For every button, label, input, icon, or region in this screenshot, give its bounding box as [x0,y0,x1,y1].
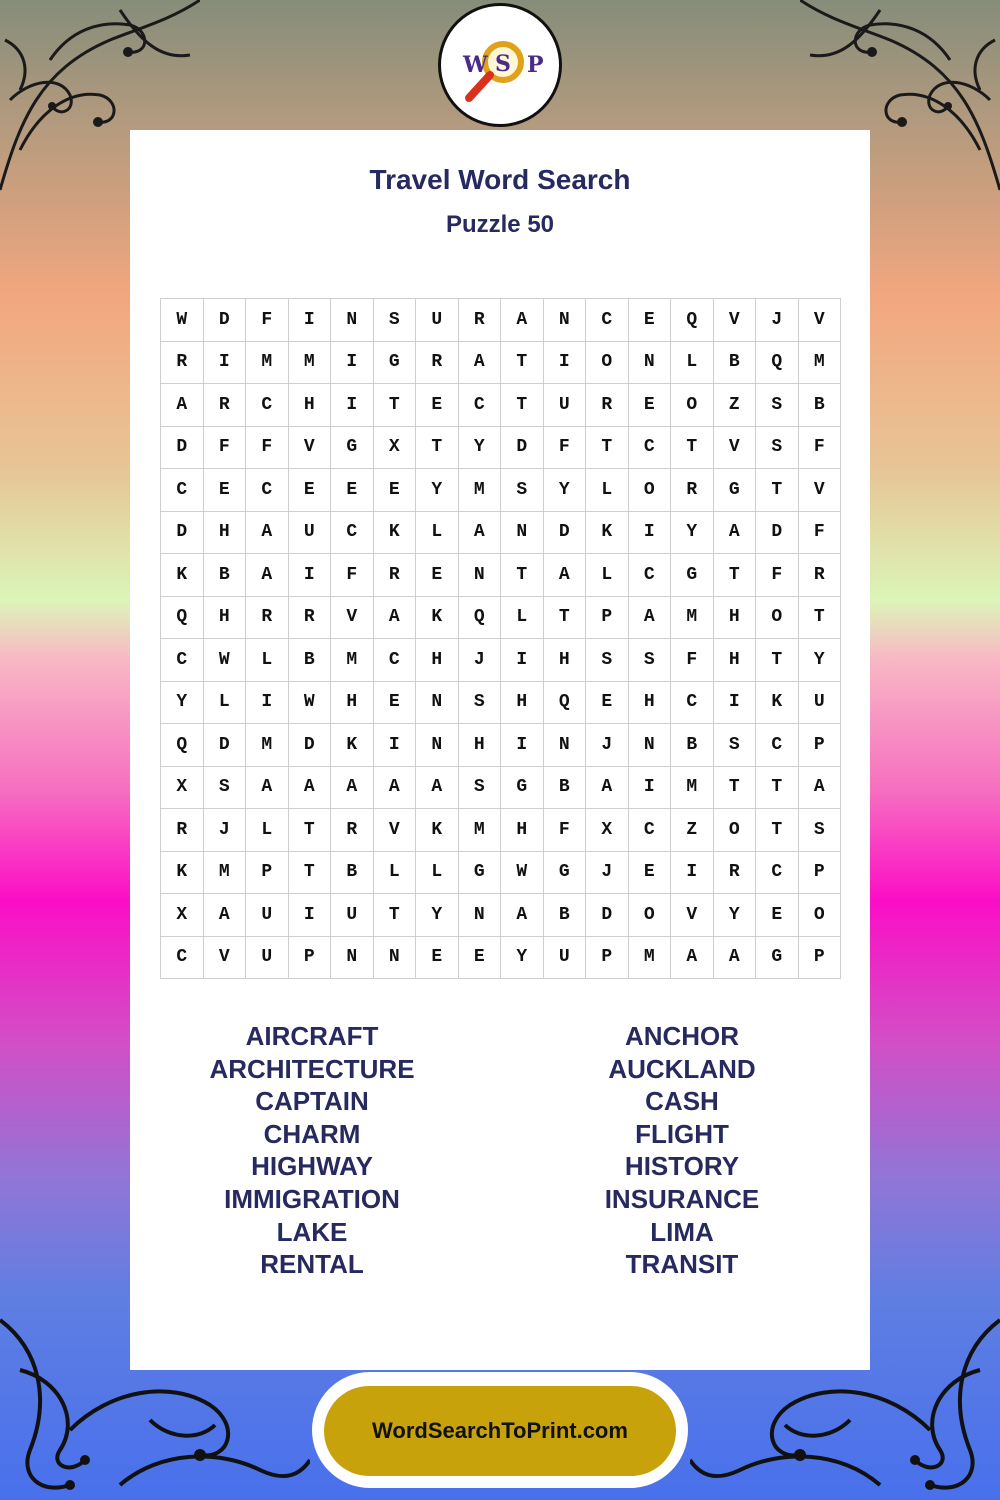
grid-cell[interactable]: R [586,384,629,427]
grid-cell[interactable]: O [671,384,714,427]
grid-cell[interactable]: B [289,639,332,682]
grid-cell[interactable]: Y [416,469,459,512]
grid-cell[interactable]: M [331,639,374,682]
grid-cell[interactable]: I [204,342,247,385]
grid-cell[interactable]: A [501,894,544,937]
grid-cell[interactable]: V [374,809,417,852]
grid-cell[interactable]: T [374,384,417,427]
grid-cell[interactable]: A [204,894,247,937]
grid-cell[interactable]: E [416,384,459,427]
grid-cell[interactable]: H [331,682,374,725]
grid-cell[interactable]: T [756,469,799,512]
grid-cell[interactable]: L [586,469,629,512]
grid-cell[interactable]: T [756,767,799,810]
grid-cell[interactable]: M [671,597,714,640]
grid-cell[interactable]: G [544,852,587,895]
grid-cell[interactable]: D [544,512,587,555]
grid-cell[interactable]: R [204,384,247,427]
grid-cell[interactable]: T [799,597,842,640]
grid-cell[interactable]: W [204,639,247,682]
grid-cell[interactable]: T [289,852,332,895]
grid-cell[interactable]: U [416,299,459,342]
grid-cell[interactable]: C [374,639,417,682]
grid-cell[interactable]: G [714,469,757,512]
grid-cell[interactable]: G [756,937,799,980]
grid-cell[interactable]: H [204,597,247,640]
grid-cell[interactable]: T [756,809,799,852]
grid-cell[interactable]: H [714,597,757,640]
grid-cell[interactable]: F [246,427,289,470]
grid-cell[interactable]: F [544,427,587,470]
grid-cell[interactable]: I [246,682,289,725]
grid-cell[interactable]: E [756,894,799,937]
grid-cell[interactable]: E [204,469,247,512]
grid-cell[interactable]: V [204,937,247,980]
word-list [130,1020,870,1281]
grid-cell[interactable]: Y [501,937,544,980]
grid-cell[interactable]: B [799,384,842,427]
grid-cell[interactable]: C [629,809,672,852]
grid-cell[interactable]: A [374,597,417,640]
grid-cell[interactable]: A [374,767,417,810]
logo-letter-p: P [527,52,544,78]
grid-cell[interactable]: R [289,597,332,640]
grid-cell[interactable]: Y [544,469,587,512]
grid-cell[interactable]: K [416,809,459,852]
grid-cell[interactable]: I [331,342,374,385]
grid-cell[interactable]: B [544,767,587,810]
grid-cell[interactable]: F [799,427,842,470]
grid-cell[interactable]: F [246,299,289,342]
grid-cell[interactable]: E [459,937,502,980]
grid-cell[interactable]: I [289,299,332,342]
grid-cell[interactable]: B [331,852,374,895]
grid-cell[interactable]: M [289,342,332,385]
grid-cell[interactable]: H [289,384,332,427]
word-list-item: ANCHOR [624,1021,740,1051]
grid-cell[interactable]: A [671,937,714,980]
grid-cell[interactable]: G [331,427,374,470]
grid-cell[interactable]: W [289,682,332,725]
grid-cell[interactable]: I [544,342,587,385]
grid-cell[interactable]: B [544,894,587,937]
grid-cell[interactable]: U [544,384,587,427]
grid-cell[interactable]: C [629,427,672,470]
grid-cell[interactable]: Q [671,299,714,342]
grid-cell[interactable]: D [204,299,247,342]
grid-cell[interactable]: Q [161,724,204,767]
grid-cell[interactable]: E [629,852,672,895]
grid-cell[interactable]: A [501,299,544,342]
grid-cell[interactable]: R [246,597,289,640]
grid-cell[interactable]: C [331,512,374,555]
grid-cell[interactable]: A [161,384,204,427]
grid-cell[interactable]: R [416,342,459,385]
grid-cell[interactable]: D [161,427,204,470]
grid-cell[interactable]: A [586,767,629,810]
grid-cell[interactable]: I [671,852,714,895]
word-list-item: RENTAL [260,1249,364,1280]
grid-cell[interactable]: P [799,724,842,767]
grid-cell[interactable]: U [246,894,289,937]
grid-cell[interactable]: L [204,682,247,725]
grid-cell[interactable]: I [501,724,544,767]
grid-cell[interactable]: B [714,342,757,385]
grid-cell[interactable]: L [501,597,544,640]
puzzle-number: Puzzle 50 [445,211,555,238]
grid-cell[interactable]: L [416,512,459,555]
grid-cell[interactable]: N [544,724,587,767]
grid-cell[interactable]: T [416,427,459,470]
grid-cell[interactable]: M [629,937,672,980]
grid-cell[interactable]: C [629,554,672,597]
grid-cell[interactable]: J [756,299,799,342]
puzzle-card [130,130,870,1370]
grid-cell[interactable]: E [374,682,417,725]
grid-cell[interactable]: E [331,469,374,512]
grid-cell[interactable]: D [289,724,332,767]
grid-cell[interactable]: X [586,809,629,852]
grid-cell[interactable]: I [289,894,332,937]
word-list-item: AIRCRAFT [245,1021,379,1051]
grid-cell[interactable]: S [501,469,544,512]
grid-cell[interactable]: C [246,469,289,512]
grid-cell[interactable]: N [374,937,417,980]
word-list-item: CHARM [263,1118,361,1149]
grid-cell[interactable]: L [246,639,289,682]
grid-cell[interactable]: T [671,427,714,470]
grid-cell[interactable]: M [799,342,842,385]
grid-cell[interactable]: T [501,554,544,597]
grid-cell[interactable]: H [459,724,502,767]
grid-cell[interactable]: I [629,512,672,555]
grid-cell[interactable]: L [374,852,417,895]
grid-cell[interactable]: Q [459,597,502,640]
grid-cell[interactable]: V [799,469,842,512]
grid-cell[interactable]: G [374,342,417,385]
word-list-item: IMMIGRATION [224,1183,400,1214]
word-list-item: AUCKLAND [608,1053,756,1084]
grid-cell[interactable]: A [459,512,502,555]
grid-cell[interactable]: D [161,512,204,555]
grid-cell[interactable]: J [586,852,629,895]
grid-cell[interactable]: O [629,894,672,937]
wsp-logo[interactable] [438,3,562,127]
grid-cell[interactable]: S [714,724,757,767]
grid-cell[interactable]: A [629,597,672,640]
grid-cell[interactable]: T [714,767,757,810]
grid-cell[interactable]: A [714,937,757,980]
grid-cell[interactable]: T [374,894,417,937]
page-title: Travel Word Search [369,164,631,195]
grid-cell[interactable]: A [799,767,842,810]
grid-cell[interactable]: E [374,469,417,512]
grid-cell[interactable]: I [714,682,757,725]
grid-cell[interactable]: H [501,809,544,852]
grid-cell[interactable]: B [204,554,247,597]
grid-cell[interactable]: S [374,299,417,342]
grid-cell[interactable]: D [501,427,544,470]
word-list-item: LAKE [276,1216,348,1247]
word-list-item: HISTORY [624,1151,740,1182]
grid-cell[interactable]: A [459,342,502,385]
grid-cell[interactable]: C [161,639,204,682]
grid-cell[interactable]: U [331,894,374,937]
grid-cell[interactable]: S [629,639,672,682]
grid-cell[interactable]: N [501,512,544,555]
grid-cell[interactable]: G [501,767,544,810]
grid-cell[interactable]: S [756,384,799,427]
grid-cell[interactable]: T [501,342,544,385]
word-list-item: CASH [645,1086,719,1117]
grid-cell[interactable]: P [289,937,332,980]
grid-cell[interactable]: P [799,852,842,895]
grid-cell[interactable]: O [756,597,799,640]
grid-cell[interactable]: L [586,554,629,597]
grid-cell[interactable]: C [161,469,204,512]
word-list-item: LIMA [650,1216,714,1247]
grid-cell[interactable]: V [714,299,757,342]
grid-cell[interactable]: N [416,682,459,725]
grid-cell[interactable]: C [161,937,204,980]
grid-cell[interactable]: N [331,937,374,980]
grid-cell[interactable]: X [161,767,204,810]
grid-cell[interactable]: O [586,342,629,385]
grid-cell[interactable]: A [289,767,332,810]
grid-cell[interactable]: I [374,724,417,767]
grid-cell[interactable]: K [416,597,459,640]
grid-cell[interactable]: D [586,894,629,937]
grid-cell[interactable]: K [374,512,417,555]
grid-cell[interactable]: N [416,724,459,767]
grid-cell[interactable]: O [799,894,842,937]
grid-cell[interactable]: V [799,299,842,342]
grid-cell[interactable]: U [246,937,289,980]
grid-cell[interactable]: U [799,682,842,725]
grid-cell[interactable]: M [459,469,502,512]
grid-cell[interactable]: G [671,554,714,597]
grid-cell[interactable]: D [756,512,799,555]
grid-cell[interactable]: E [629,384,672,427]
grid-cell[interactable]: P [586,937,629,980]
grid-cell[interactable]: R [714,852,757,895]
grid-cell[interactable]: Y [161,682,204,725]
grid-cell[interactable]: P [586,597,629,640]
grid-cell[interactable]: N [544,299,587,342]
magnifier-logo-icon [441,6,559,124]
grid-cell[interactable]: A [246,767,289,810]
grid-cell[interactable]: T [586,427,629,470]
grid-cell[interactable]: Y [459,427,502,470]
grid-cell[interactable]: S [204,767,247,810]
grid-cell[interactable]: I [501,639,544,682]
grid-cell[interactable]: F [204,427,247,470]
grid-cell[interactable]: M [246,724,289,767]
grid-cell[interactable]: K [586,512,629,555]
grid-cell[interactable]: O [629,469,672,512]
letter-grid [160,298,841,979]
grid-cell[interactable]: G [459,852,502,895]
logo-letter-w: W [463,52,488,78]
grid-cell[interactable]: R [331,809,374,852]
grid-cell[interactable]: W [161,299,204,342]
word-list-item: CAPTAIN [255,1086,369,1117]
grid-cell[interactable]: A [544,554,587,597]
grid-cell[interactable]: F [799,512,842,555]
grid-cell[interactable]: F [544,809,587,852]
grid-cell[interactable]: C [756,724,799,767]
grid-cell[interactable]: L [671,342,714,385]
grid-cell[interactable]: N [629,724,672,767]
grid-cell[interactable]: Y [799,639,842,682]
grid-cell[interactable]: Y [714,894,757,937]
grid-cell[interactable]: I [331,384,374,427]
site-link[interactable]: WordSearchToPrint.com [324,1386,676,1476]
grid-cell[interactable]: C [586,299,629,342]
grid-cell[interactable]: F [331,554,374,597]
logo-letter-s: S [495,51,511,77]
grid-cell[interactable]: A [331,767,374,810]
grid-cell[interactable]: U [544,937,587,980]
grid-cell[interactable]: I [289,554,332,597]
grid-cell[interactable]: E [416,937,459,980]
grid-cell[interactable]: I [629,767,672,810]
grid-cell[interactable]: H [501,682,544,725]
grid-cell[interactable]: T [289,809,332,852]
word-list-item: TRANSIT [625,1249,739,1280]
grid-cell[interactable]: K [161,554,204,597]
grid-cell[interactable]: J [459,639,502,682]
grid-cell[interactable]: H [416,639,459,682]
grid-cell[interactable]: J [204,809,247,852]
grid-cell[interactable]: R [799,554,842,597]
word-list-item: ARCHITECTURE [209,1053,415,1084]
grid-cell[interactable]: Z [714,384,757,427]
grid-cell[interactable]: R [161,809,204,852]
grid-cell[interactable]: S [586,639,629,682]
grid-cell[interactable]: M [246,342,289,385]
grid-cell[interactable]: B [671,724,714,767]
grid-cell[interactable]: T [501,384,544,427]
grid-cell[interactable]: E [416,554,459,597]
grid-cell[interactable]: K [331,724,374,767]
grid-cell[interactable]: N [459,894,502,937]
grid-cell[interactable]: S [459,767,502,810]
grid-cell[interactable]: K [756,682,799,725]
grid-cell[interactable]: P [246,852,289,895]
grid-cell[interactable]: K [161,852,204,895]
grid-cell[interactable]: L [416,852,459,895]
grid-cell[interactable]: J [586,724,629,767]
grid-cell[interactable]: H [544,639,587,682]
grid-cell[interactable]: H [629,682,672,725]
grid-cell[interactable]: E [586,682,629,725]
word-list-item: INSURANCE [604,1183,760,1214]
grid-cell[interactable]: D [204,724,247,767]
grid-cell[interactable]: V [331,597,374,640]
grid-cell[interactable]: Z [671,809,714,852]
grid-cell[interactable]: F [671,639,714,682]
grid-cell[interactable]: V [714,427,757,470]
grid-cell[interactable]: E [629,299,672,342]
grid-cell[interactable]: M [204,852,247,895]
word-list-item: FLIGHT [635,1118,729,1149]
grid-cell[interactable]: C [459,384,502,427]
grid-cell[interactable]: R [374,554,417,597]
grid-cell[interactable]: A [246,554,289,597]
grid-cell[interactable]: S [459,682,502,725]
grid-cell[interactable]: E [289,469,332,512]
grid-cell[interactable]: O [714,809,757,852]
grid-cell[interactable]: Q [756,342,799,385]
grid-cell[interactable]: H [204,512,247,555]
grid-cell[interactable]: S [756,427,799,470]
grid-cell[interactable]: W [501,852,544,895]
grid-cell[interactable]: L [246,809,289,852]
grid-cell[interactable]: R [161,342,204,385]
grid-cell[interactable]: C [756,852,799,895]
grid-cell[interactable]: U [289,512,332,555]
word-list-item: HIGHWAY [251,1151,373,1182]
grid-cell[interactable]: T [544,597,587,640]
footer-badge [312,1372,688,1488]
grid-cell[interactable]: T [714,554,757,597]
grid-cell[interactable]: P [799,937,842,980]
grid-cell[interactable]: N [459,554,502,597]
grid-cell[interactable]: X [374,427,417,470]
grid-cell[interactable]: R [459,299,502,342]
grid-cell[interactable]: M [459,809,502,852]
grid-cell[interactable]: Y [671,512,714,555]
grid-cell[interactable]: R [671,469,714,512]
grid-cell[interactable]: V [289,427,332,470]
grid-cell[interactable]: H [714,639,757,682]
grid-cell[interactable]: X [161,894,204,937]
grid-cell[interactable]: N [331,299,374,342]
grid-cell[interactable]: A [714,512,757,555]
grid-cell[interactable]: N [629,342,672,385]
grid-cell[interactable]: C [246,384,289,427]
grid-cell[interactable]: T [756,639,799,682]
grid-cell[interactable]: S [799,809,842,852]
grid-cell[interactable]: M [671,767,714,810]
grid-cell[interactable]: V [671,894,714,937]
grid-cell[interactable]: C [671,682,714,725]
grid-cell[interactable]: A [246,512,289,555]
grid-cell[interactable]: A [416,767,459,810]
grid-cell[interactable]: Y [416,894,459,937]
grid-cell[interactable]: F [756,554,799,597]
grid-cell[interactable]: Q [161,597,204,640]
grid-cell[interactable]: Q [544,682,587,725]
